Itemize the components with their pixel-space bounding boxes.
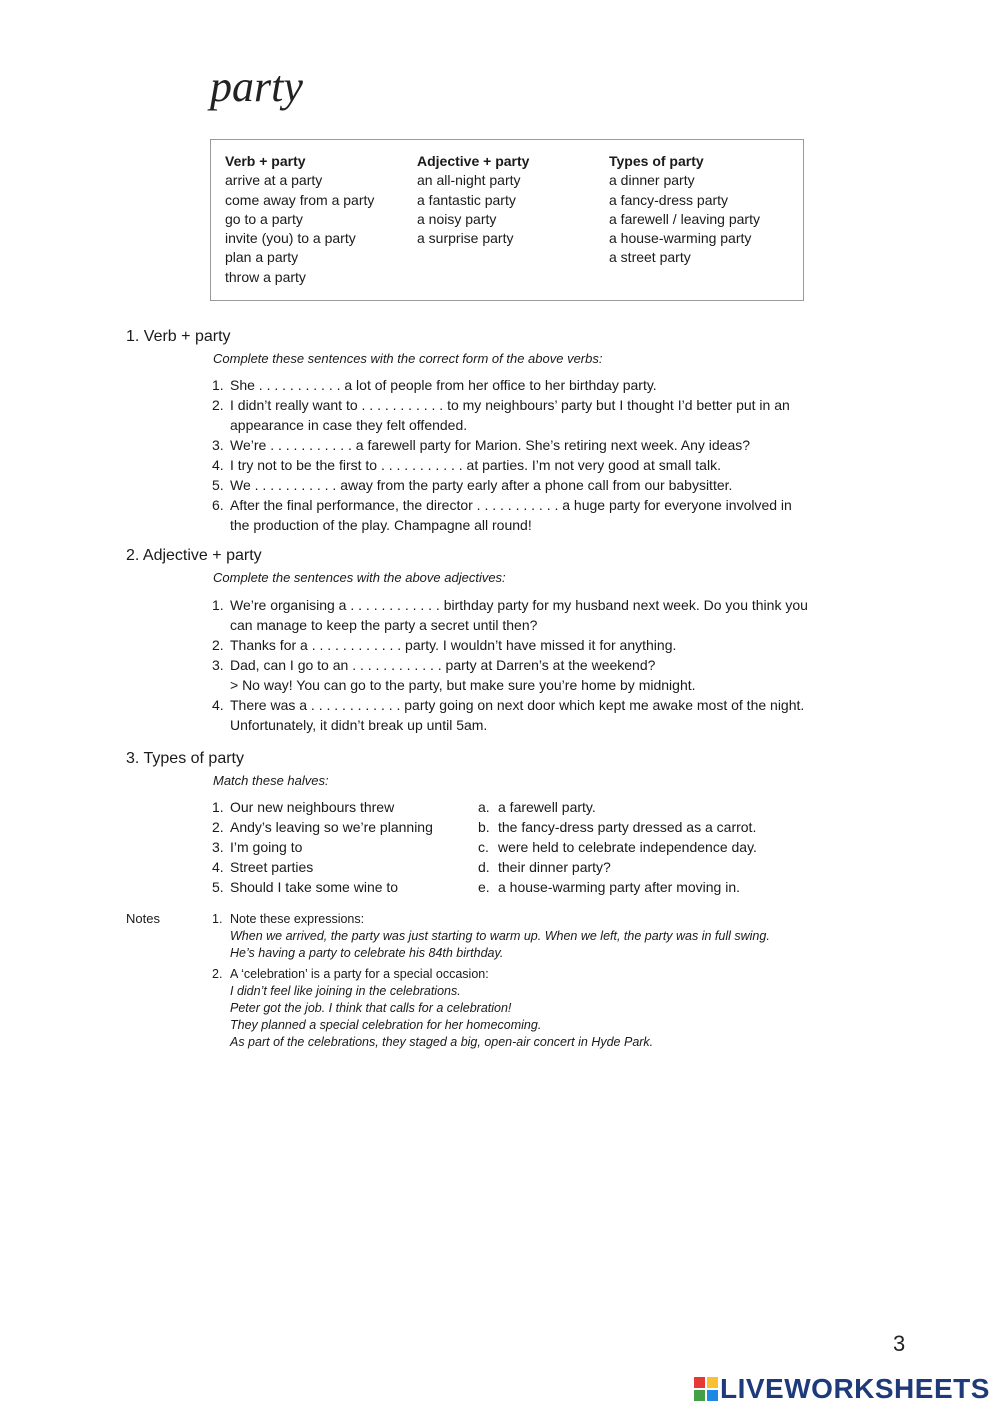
collocations-box — [210, 139, 804, 301]
list-item: a house-warming party — [609, 230, 752, 247]
list-item: an all-night party — [417, 172, 521, 189]
exercise-item: 5. We . . . . . . . . . . . away from the party early after a phone call from our babysitter. — [212, 477, 733, 493]
list-item: a fancy-dress party — [609, 191, 729, 208]
exercise-item: 1. We’re organising a . . . . . . . . . . . . birthday party for my husband next week. Do you think you can manage to keep the party a secret until then? — [212, 597, 808, 633]
section-3-title: 3. Types of party — [126, 750, 244, 767]
types-of-party-column — [609, 152, 760, 268]
notes-label: Notes — [126, 911, 160, 926]
section-3-instruction: Match these halves: — [213, 773, 329, 788]
brand-name: LIVEWORKSHEETS — [720, 1373, 990, 1404]
example-sentence: As part of the celebrations, they staged a big, open-air concert in Hyde Park. — [230, 1035, 654, 1050]
list-item: invite (you) to a party — [225, 230, 356, 247]
column-heading: Types of party — [609, 153, 704, 169]
section-2-instruction: Complete the sentences with the above adjectives: — [213, 570, 506, 585]
exercise-item: 3. We’re . . . . . . . . . . . a farewell party for Marion. She’s retiring next week. Any ideas? — [212, 437, 751, 453]
reply-line: > No way! You can go to the party, but make sure you’re home by midnight. — [230, 677, 696, 693]
example-sentence: He’s having a party to celebrate his 84th birthday. — [230, 946, 504, 961]
list-item: arrive at a party — [225, 172, 323, 189]
list-item: plan a party — [225, 249, 299, 266]
exercise-item: 1. She . . . . . . . . . . . a lot of people from her office to her birthday party. — [212, 377, 657, 393]
logo-icon — [694, 1377, 718, 1401]
match-row: 1. Our new neighbours threw a. a farewell party. — [212, 799, 596, 815]
section-1-instruction: Complete these sentences with the correct form of the above verbs: — [213, 351, 603, 366]
exercise-item: 4. There was a . . . . . . . . . . . . party going on next door which kept me awake most of the night. Unfortunately, it didn’t break up until 5am. — [212, 697, 805, 733]
list-item: come away from a party — [225, 191, 375, 208]
adjective-party-column — [417, 152, 529, 248]
exercise-item: 2. I didn’t really want to . . . . . . . . . . . to my neighbours’ party but I thought I’d better put in an appearance in case they felt offended. — [212, 397, 790, 433]
section-2-title: 2. Adjective + party — [126, 547, 262, 564]
section-2-exercise — [212, 595, 812, 735]
exercise-item: 2. Thanks for a . . . . . . . . . . . . party. I wouldn’t have missed it for anything. — [212, 637, 677, 653]
example-sentence: They planned a special celebration for her homecoming. — [230, 1018, 542, 1033]
list-item: a fantastic party — [417, 191, 516, 208]
page-number: 3 — [893, 1331, 906, 1356]
list-item: go to a party — [225, 210, 303, 227]
match-row: 2. Andy’s leaving so we’re planning b. the fancy-dress party dressed as a carrot. — [212, 819, 757, 835]
column-heading: Verb + party — [225, 153, 306, 169]
list-item: a surprise party — [417, 230, 514, 247]
list-item: a street party — [609, 249, 691, 266]
exercise-item: 3. Dad, can I go to an . . . . . . . . . . . . party at Darren’s at the weekend? > No way! You can go to the party, but make sure you’re home by midnight. — [212, 655, 812, 695]
list-item: a noisy party — [417, 210, 497, 227]
notes — [212, 911, 792, 1055]
matching-exercise — [212, 797, 792, 897]
list-item: throw a party — [225, 268, 306, 285]
exercise-item: 4. I try not to be the first to . . . . . . . . . . . at parties. I’m not very good at small talk. — [212, 457, 721, 473]
list-item: a dinner party — [609, 172, 695, 189]
match-row: 4. Street parties d. their dinner party? — [212, 859, 611, 875]
note-item: 1. Note these expressions: When we arrived, the party was just starting to warm up. When we left, the party was in full swing. He’s having a party to celebrate his 84th birthday. — [212, 911, 792, 963]
column-heading: Adjective + party — [417, 153, 530, 169]
match-row: 3. I’m going to c. were held to celebrate independence day. — [212, 839, 757, 855]
list-item: a farewell / leaving party — [609, 210, 760, 227]
example-sentence: When we arrived, the party was just starting to warm up. When we left, the party was in full swing. — [230, 929, 770, 944]
example-sentence: Peter got the job. I think that calls for a celebration! — [230, 1001, 512, 1016]
match-row: 5. Should I take some wine to e. a house-warming party after moving in. — [212, 879, 740, 895]
page-title: party — [210, 62, 303, 111]
section-1-exercise — [212, 375, 812, 535]
verb-party-column — [225, 152, 374, 287]
note-item: 2. A ‘celebration’ is a party for a special occasion: I didn’t feel like joining in the celebrations. Peter got the job. I think that calls for a celebration! They planned a special celebration for her homecoming. As part of the celebrations, they staged a big, open-air concert in Hyde Park. — [212, 966, 792, 1052]
exercise-item: 6. After the final performance, the director . . . . . . . . . . . a huge party for everyone involved in the production of the play. Champagne all round! — [212, 497, 792, 533]
example-sentence: I didn’t feel like joining in the celebrations. — [230, 983, 461, 998]
section-1-title: 1. Verb + party — [126, 328, 231, 345]
